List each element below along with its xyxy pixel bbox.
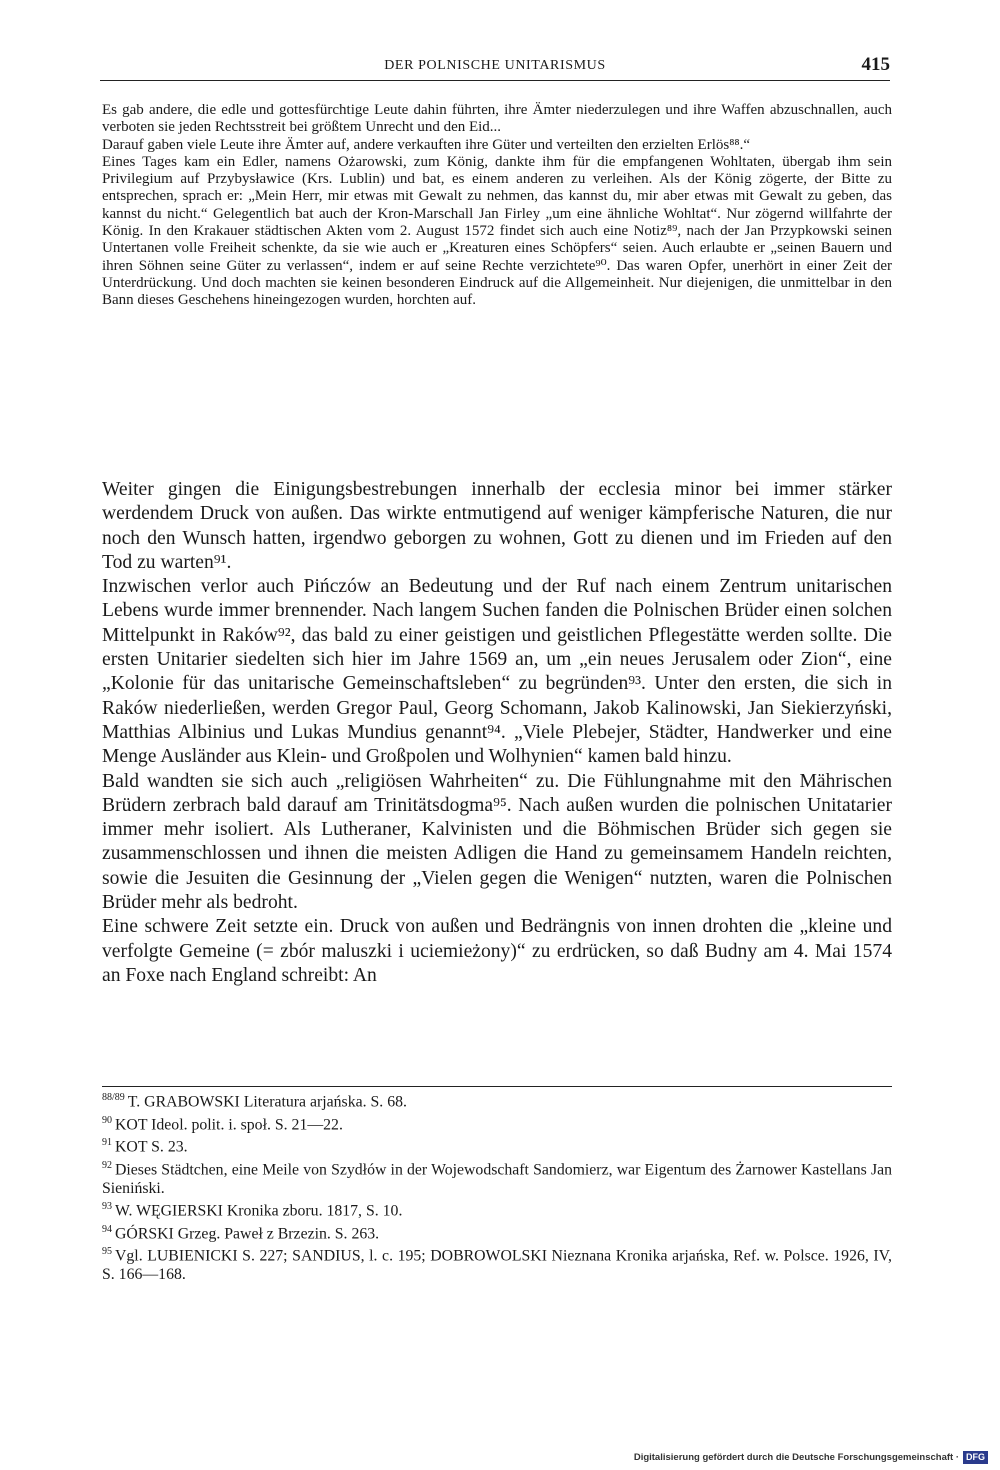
- footnote: [102, 1243, 892, 1284]
- running-title: DER POLNISCHE UNITARISMUS: [384, 58, 606, 73]
- footnote-number: 88/89: [102, 1092, 125, 1103]
- footnote-number: 92: [102, 1160, 112, 1172]
- footnote-text: T. GRABOWSKI Literatura arjańska. S. 68.: [127, 1093, 407, 1111]
- quote-paragraph: Darauf gaben viele Leute ihre Ämter auf, andere verkauften ihre Güter und verteilten den erzielten Erlös⁸⁸.“: [102, 136, 751, 153]
- footnote: [102, 1112, 892, 1135]
- running-header: [100, 56, 890, 81]
- footnote-text: Dieses Städtchen, eine Meile von Szydłów in der Wojewodschaft Sandomierz, war Eigentum des Żarnower Kastellans Jan Sieniński.: [102, 1161, 892, 1197]
- quote-paragraph: Es gab andere, die edle und gottesfürchtige Leute dahin führten, ihre Ämter niederzulegen und ihre Waffen abzuschnallen, auch verboten sie jeden Rechtsstreit bei größtem Unrecht und den Eid...: [102, 102, 892, 136]
- dfg-logo: DFG: [963, 1451, 988, 1464]
- footnote: [102, 1221, 892, 1244]
- body-paragraph: Eine schwere Zeit setzte ein. Druck von außen und Bedrängnis von innen drohten die „kleine und verfolgte Gemeine (= zbór maluszki i uciemieżony)“ zu erdrücken, so daß Budny am 4. Mai 1574 an Foxe nach England schreibt: An: [102, 916, 892, 986]
- body-paragraph: Bald wandten sie sich auch „religiösen Wahrheiten“ zu. Die Fühlungnahme mit den Mährischen Brüdern zerbrach bald darauf am Trinitätsdogma⁹⁵. Nach außen wurden die polnischen Unitatarier immer mehr isoliert. Als Lutheraner, Kalvinisten und die Böhmischen Brüder sich gegen sie zusammenschlossen und ihnen die meisten Adligen die Hand zu gemeinsamem Handeln reichten, sowie die Jesuiten die Gesinnung der „Vielen gegen die Wenigen“ nutzten, waren die Polnischen Brüder mehr als bedroht.: [102, 770, 892, 914]
- footnote: [102, 1157, 892, 1198]
- digitization-credit: [634, 1450, 988, 1464]
- footnote-text: GÓRSKI Grzeg. Paweł z Brzezin. S. 263.: [115, 1225, 380, 1243]
- body-paragraph: Weiter gingen die Einigungsbestrebungen innerhalb der ecclesia minor bei immer stärker werdendem Druck von außen. Das wirkte entmutigend auf weniger kämpferische Naturen, die nur noch den Wunsch hatten, irgendwo geborgen zu wohnen, Gott zu dienen und im Frieden auf den Tod zu warten⁹¹.: [102, 479, 892, 573]
- footnote-number: 90: [102, 1114, 112, 1126]
- quote-paragraph: Eines Tages kam ein Edler, namens Ożarowski, zum König, dankte ihm für die empfangenen Wohltaten, übergab ihm sein Privilegium auf Przybysławice (Krs. Lublin) und bat, es einem anderen zu verleihen. Als der König zögerte, der Bitte zu entsprechen, sprach er: „Mein Herr, mir etwas mit Gewalt zu nehmen, das kannst du, mir aber etwas mit Gewalt zu geben, das kannst du nicht.“ Gelegentlich bat auch der Kron-Marschall Jan Firley „um eine ähnliche Wohltat“. Nur zögernd willfahrte der König. In den Krakauer städtischen Akten vom 2. August 1572 findet sich auch eine Notiz⁸⁹, nach der Jan Przypkowski seinen Untertanen volle Freiheit schenkte, da sie wie auch er „Kreaturen eines Schöpfers“ seien. Auch erlaubte er „seinen Bauern und ihren Söhnen seine Güter zu verlassen“, indem er auf seine Rechte verzichtete⁹⁰. Das waren Opfer, unerhört in einer Zeit der Unterdrückung. Und doch machten sie keinen besonderen Eindruck auf die Allgemeinheit. Nur diejenigen, die unmittelbar in den Bann dieses Geschehens hineingezogen wurden, horchten auf.: [102, 153, 892, 309]
- footnote-number: 95: [102, 1246, 112, 1258]
- page-number: 415: [861, 54, 890, 75]
- footnote-number: 91: [102, 1137, 112, 1149]
- main-text: [102, 478, 892, 988]
- footnote: [102, 1089, 892, 1112]
- body-paragraph: Inzwischen verlor auch Pińczów an Bedeutung und der Ruf nach einem Zentrum unitarischen Lebens wurde immer brennender. Nach langem Suchen fanden die Polnischen Brüder einen solchen Mittelpunkt in Raków⁹², das bald zu einer geistigen und geistlichen Pflegestätte werden sollte. Die ersten Unitarier siedelten sich hier im Jahre 1569 an, um „ein neues Jerusalem oder Zion“, eine „Kolonie für das unitarische Gemeinschaftsleben“ zu begründen⁹³. Unter den ersten, die sich in Raków niederließen, werden Gregor Paul, Georg Schomann, Jakob Kalinowski, Jan Siekierzyński, Matthias Albinius und Lukas Mundius genannt⁹⁴. „Viele Plebejer, Städter, Handwerker und eine Menge Ausländer aus Klein- und Großpolen und Wolhynien“ kamen bald hinzu.: [102, 576, 892, 768]
- footnotes: [102, 1086, 892, 1285]
- footnote-text: Vgl. LUBIENICKI S. 227; SANDIUS, l. c. 195; DOBROWOLSKI Nieznana Kronika arjańska, Ref. w. Polsce. 1926, IV, S. 166—168.: [102, 1247, 892, 1284]
- credit-text: Digitalisierung gefördert durch die Deutsche Forschungsgemeinschaft ·: [633, 1451, 959, 1463]
- footnote: [102, 1198, 892, 1221]
- footnote-number: 94: [102, 1223, 112, 1235]
- footnote-text: W. WĘGIERSKI Kronika zboru. 1817, S. 10.: [115, 1202, 403, 1220]
- footnote-text: KOT Ideol. polit. i. społ. S. 21—22.: [115, 1115, 343, 1133]
- quotation-block: [102, 102, 892, 310]
- footnote: [102, 1134, 892, 1157]
- footnote-text: KOT S. 23.: [115, 1138, 188, 1156]
- footnote-number: 93: [102, 1201, 112, 1213]
